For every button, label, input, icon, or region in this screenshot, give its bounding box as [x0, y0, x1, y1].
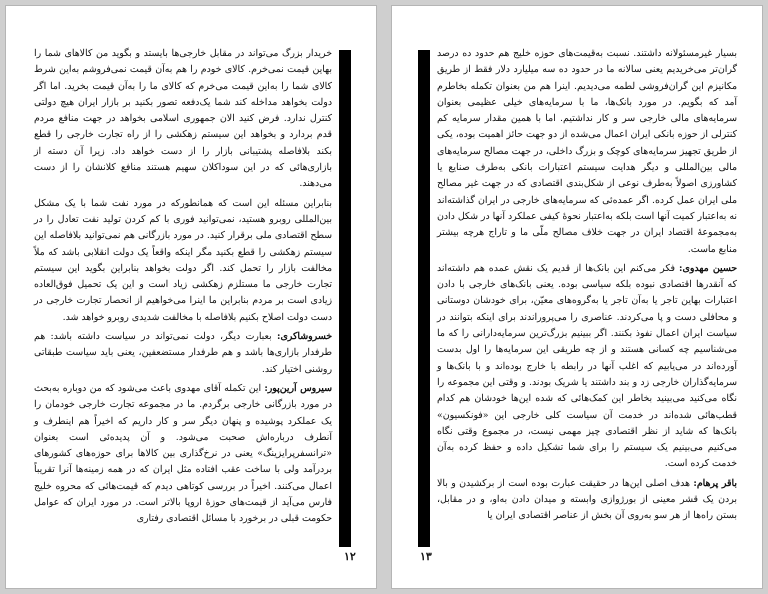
paragraph-text: بعبارت دیگر، دولت نمی‌تواند در سیاست داشته باشد: هم طرفدار بازاری‌ها باشد و هم طرفدار مستضعفین، یعنی باید سیاست طبقاتی روشنی اختیار کند. — [34, 331, 332, 375]
speaker-name: سیروس آرین‌پور: — [264, 382, 332, 394]
paragraph — [34, 46, 332, 193]
paragraph-text: فکر می‌کنم این بانک‌ها از قدیم یک نقش عمده هم داشته‌اند که آنقدرها اقتصادی نبوده بلکه سیاسی بوده. یعنی بانک‌های خارجی با دادن اعتبارات بهاین تاجر یا به‌آن تاجر یا به‌گروه‌های معیّن، برای خودشان دوستانی و محافلی دست و پا می‌کردند. عناصری را می‌پروراندند برای اینکه بتوانند در سیاست ایران اعمال نفوذ بکنند. اگر ببینیم بزرگ‌ترین سرمایه‌دارانی را که ما می‌شناسیم چه کسانی هستند و از چه طریقی این سرمایه‌ها را اول بدست آورده‌اند در می‌یابیم که اغلب آنها در رابطه با خارج بوده‌اند و با بانک‌ها و سرمایه‌گذاران خارجی زد و بند داشتند یا شریک بودند. و وقتی این مجموعه را نگاه می‌کنید می‌بینید بخاطر این کمک‌هائی که شده این‌ها خودشان هم کدام قطب‌هائی شده‌اند در خدمت آن سیاست کلی خارجی این «فونکسیون» بانک‌ها که شاید از نظر اقتصادی چیز مهمی نیست، در مجموع وقتی نگاه می‌کنیم می‌بینیم یک سیستم را برای شما تشکیل داده و حفظ کرده به‌آن خدمت کرده است. — [437, 262, 737, 470]
paragraph — [437, 46, 737, 258]
page-number: ۱۲ — [344, 550, 356, 563]
right-text-column — [437, 46, 737, 528]
page-number: ۱۳ — [420, 550, 432, 563]
paragraph — [34, 329, 332, 378]
speaker-name: حسین مهدوی: — [679, 262, 737, 274]
speaker-name: خسروشاکری: — [276, 331, 332, 343]
left-text-column — [34, 46, 332, 531]
paragraph-text: این تکمله آقای مهدوی باعث می‌شود که من دوباره به‌بحث در مورد بازرگانی خارجی برگردم. ما در مجموعه تجارت خارجی خودمان را یک عملکرد پوشیده و پنهان دیگر سر و کار داریم که اخیراً هم اینطرف و آنطرف درباره‌اش صحبت می‌شود. و آن پدیده‌ئی است بعنوان «ترانسفرپرایزینگ» یعنی در نرخ‌گذاری بین کالاها برای حوزه‌های کشورهای بردرآمد ولی با ساخت عقب افتاده مثل ایران که در همه زمینه‌ها آنرا تقریباً اعمال می‌کنند. اخیراً در بررسی کوتاهی دیدم که قیمت‌هائی که محروه خلیج فارس می‌آید از قیمت‌های حوزهٔ اروپا بالاتر است. در مورد ایران که عوامل حکومت قبلی در برخورد با مسائل اقتصادی رفتاری — [34, 382, 332, 525]
left-page — [6, 6, 376, 588]
paragraph — [34, 196, 332, 326]
speaker-name: باقر پرهام: — [693, 477, 737, 489]
paragraph-text: هدف اصلی این‌ها در حقیقت عبارت بوده است از برکشیدن و بالا بردن یک قشر معینی از بورژوازی وابسته و میدان دادن به‌او، و در مقابل، بستن راه‌ها از هر سو به‌روی آن بخش از عناصر اقتصادی ایران یا — [437, 477, 737, 522]
paragraph-text: خریدار بزرگ می‌تواند در مقابل خارجی‌ها بایستد و بگوید من کالاهای شما را بهاین قیمت نمی‌خرم. کالای خودم را هم به‌آن قیمت نمی‌فروشم به‌این شرط کالای شما را به‌این قیمت می‌خرم که کالای ما را به‌آن قیمت بخرید. اما اگر دولت بخواهد مداخله کند شما یک‌دفعه تصور بکنید بر بازار ایران هیچ دولتی کنترل ندارد. فرض کنید الان جمهوری اسلامی بخواهد در جهت منافع مردم قدم بردارد و بخواهد این سیستم زهکشی را از راه تجارت خارجی را قطع بکند بلافاصله پشتیبانی بازار را از دست خواهد داد. زیرا آن دسته از بازاری‌هائی که در این سودا‌کلان سهیم هستند منافع کلانشان را از دست می‌دهند. — [34, 48, 332, 190]
paragraph — [437, 261, 737, 473]
page-edge-bar — [339, 50, 351, 547]
paragraph-text: بنابراین مسئله این است که همانطورکه در مورد نفت شما با یک مشکل بین‌المللی روبرو هستید، نمی‌توانید فوری با کم کردن تولید نفت تعادل را در سطح اقتصادی ملی برقرار کنید. در مورد بازرگانی هم نمی‌توانید بلافاصله این سیستم زهکشی را قطع بکنید مگر اینکه واقعاً یک دولت انقلابی باشد که ملاً مخالفت بازار را تحمل کند. اگر دولت بخواهد بنابراین بگوید این سیستم تجارت خارجی ما مستلزم زهکشی زیاد است و این یک تحمیل فوق‌العاده زیادی است بر مردم بنابراین ما اینرا می‌خواهیم از انحصار تجارت خارجی در دست دولت اصلاح بکنیم بلافاصله با مخالفت شدیدی روبرو خواهد شد. — [34, 197, 332, 323]
paragraph — [34, 381, 332, 528]
paragraph — [437, 476, 737, 525]
right-page — [392, 6, 762, 588]
page-edge-bar — [418, 50, 430, 547]
paragraph-text: بسیار غیرمسئولانه داشتند. نسبت به‌قیمت‌های حوزه خلیج هم حدود ده درصد گران‌تر می‌خریدیم یعنی سالانه ما در حدود ده سه میلیارد دلار فقط از طریق مکانیزم این گران‌فروشی لطمه می‌دیدیم. اینرا هم من بعنوان تکمله بخاطرم آمد که بگویم. در مورد بانک‌ها، ما با سرمایه‌های خیلی عظیمی بعنوان سرمایه‌های مالی خارجی سر و کار نداشتیم. اما با همین مقدار سرمایه کم کنترلی‌ از حوزه بانکی ایران اعمال می‌شده از دو جهت حائز اهمیت بوده، یکی از طریق تجهیز سرمایه‌های کوچک و بزرگ داخلی، در جهت مصالح سرمایه‌های مالی بین‌المللی و دیگر هدایت سیستم اعتبارات بانکی به‌طرف صنایع یا کشاورزی اصولاً به‌طرف نوعی از شکل‌بندی اقتصادی که در جهت غیر مصالح ملی ایران عمل کرده. اگر عمده‌ئی که سرمایه‌های خارجی در ایران گذاشته‌اند نه به‌اعتبار کمیت آنها است بلکه به‌اعتبار نحوهٔ کیفی عملکرد آنها در شکل دادن به‌مجموعهٔ اقتصاد ایران در جهت خلاف مصالح ملّی ما و تاراج هرچه بیشتر منابع ماست. — [437, 48, 737, 255]
